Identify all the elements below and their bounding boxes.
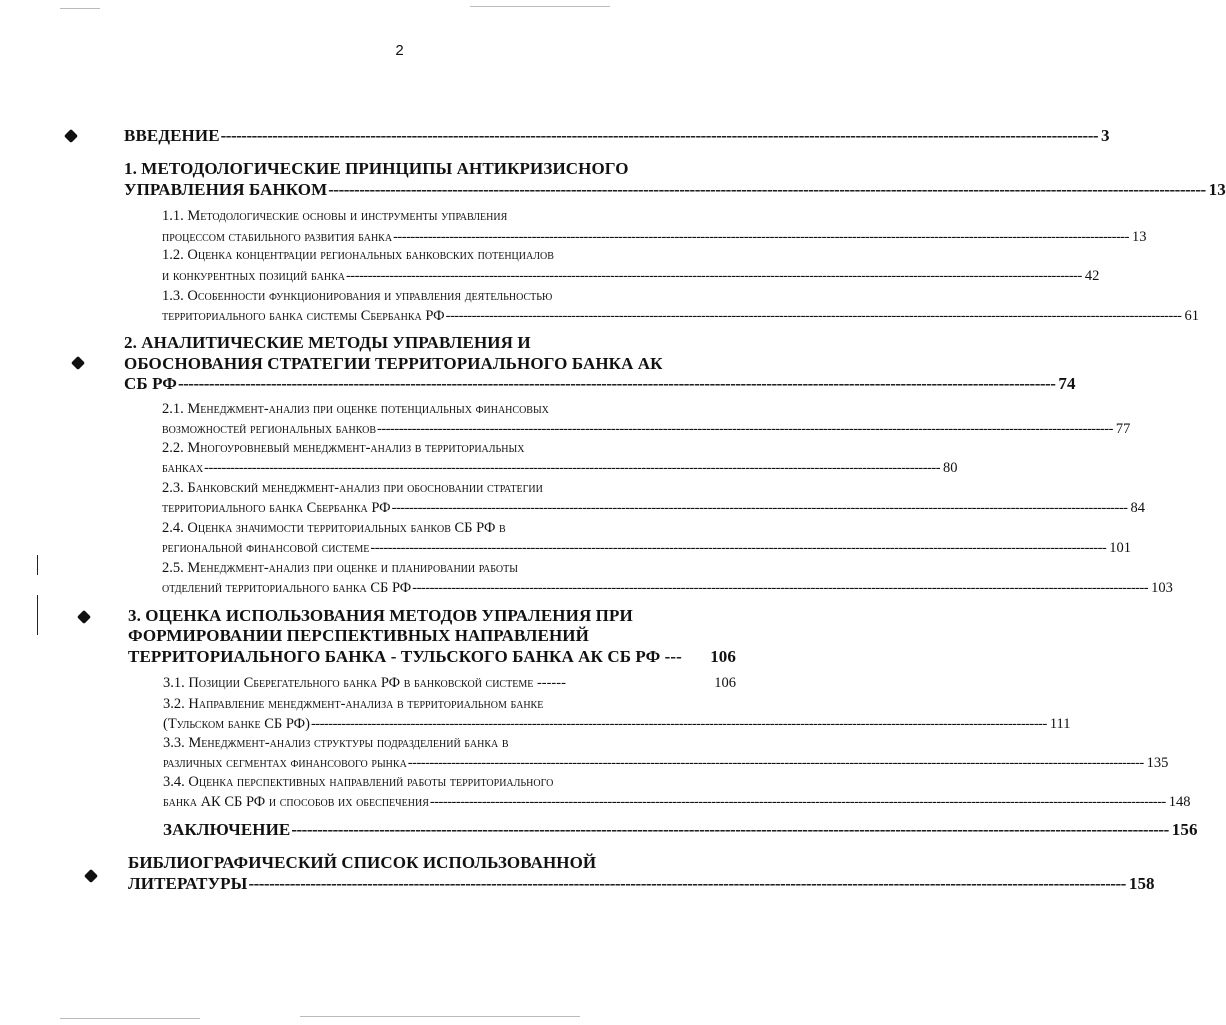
page-ref: 80 bbox=[943, 460, 958, 476]
leader-dashes: -------------------------------------------------------------------------------------------------------------------------------------------------------------------------- bbox=[328, 180, 1206, 199]
page-ref: 3 bbox=[1101, 126, 1110, 145]
section-1-1-end[interactable] bbox=[162, 229, 1147, 246]
entry-title: 3.1. Позиции Сберегательного банка РФ в банковской системе ------ bbox=[163, 675, 566, 691]
entry-title: возможностей региональных банков bbox=[162, 421, 377, 437]
chapter-2-title-end[interactable] bbox=[124, 374, 1076, 394]
section-2-3-end[interactable] bbox=[162, 500, 1145, 517]
page-ref: 158 bbox=[1128, 874, 1155, 893]
page-ref: 111 bbox=[1049, 716, 1071, 732]
entry-title: ВВЕДЕНИЕ bbox=[124, 126, 220, 145]
section-1-1[interactable]: 1.1. Методологические основы и инструменты управления bbox=[162, 208, 508, 224]
section-2-4[interactable]: 2.4. Оценка значимости территориальных банков СБ РФ в bbox=[162, 520, 506, 536]
section-3-4[interactable]: 3.4. Оценка перспективных направлений работы территориального bbox=[163, 774, 554, 790]
section-1-2-end[interactable] bbox=[162, 268, 1100, 285]
binder-hole-mark bbox=[77, 610, 91, 624]
leader-dashes: -------------------------------------------------------------------------------------------------------------------------------------------------------------------------- bbox=[393, 229, 1129, 245]
leader-dashes: -------------------------------------------------------------------------------------------------------------------------------------------------------------------------- bbox=[407, 755, 1144, 771]
bibliography-title[interactable]: БИБЛИОГРАФИЧЕСКИЙ СПИСОК ИСПОЛЬЗОВАННОЙ bbox=[128, 853, 597, 872]
scan-edge-bottom bbox=[60, 1018, 200, 1019]
page-ref: 61 bbox=[1184, 308, 1199, 324]
entry-title: ТЕРРИТОРИАЛЬНОГО БАНКА - ТУЛЬСКОГО БАНКА АК СБ РФ --- bbox=[128, 647, 682, 666]
page-number: 2 bbox=[395, 42, 404, 59]
leader-dashes: -------------------------------------------------------------------------------------------------------------------------------------------------------------------------- bbox=[391, 500, 1128, 516]
section-3-3[interactable]: 3.3. Менеджмент-анализ структуры подразделений банка в bbox=[163, 735, 509, 751]
scan-margin-line-lower bbox=[37, 595, 38, 635]
leader-dashes: -------------------------------------------------------------------------------------------------------------------------------------------------------------------------- bbox=[412, 580, 1149, 596]
entry-title: ЗАКЛЮЧЕНИЕ bbox=[163, 820, 291, 839]
toc-entry-introduction[interactable] bbox=[124, 126, 1110, 146]
entry-title: территориального банка системы Сбербанка РФ bbox=[162, 308, 445, 324]
section-1-3[interactable]: 1.3. Особенности функционирования и управления деятельностью bbox=[162, 288, 553, 304]
section-2-4-end[interactable] bbox=[162, 540, 1131, 557]
page-ref: 103 bbox=[1151, 580, 1173, 596]
section-2-3[interactable]: 2.3. Банковский менеджмент-анализ при обосновании стратегии bbox=[162, 480, 543, 496]
binder-hole-mark bbox=[71, 356, 85, 370]
chapter-3-title-line2[interactable]: ФОРМИРОВАНИИ ПЕРСПЕКТИВНЫХ НАПРАВЛЕНИЙ bbox=[128, 626, 589, 645]
scan-edge-top bbox=[60, 8, 100, 9]
entry-title: УПРАВЛЕНИЯ БАНКОМ bbox=[124, 180, 328, 199]
entry-title: территориального банка Сбербанка РФ bbox=[162, 500, 391, 516]
section-1-3-end[interactable] bbox=[162, 308, 1199, 325]
scan-margin-line bbox=[37, 555, 38, 575]
entry-title: отделений территориального банка СБ РФ bbox=[162, 580, 412, 596]
page-ref: 156 bbox=[1171, 820, 1198, 839]
entry-title: банках bbox=[162, 460, 204, 476]
page-ref: 42 bbox=[1084, 268, 1100, 284]
bibliography-title-end[interactable] bbox=[128, 874, 1155, 894]
toc-entry-conclusion[interactable] bbox=[163, 820, 1198, 840]
leader-dashes: -------------------------------------------------------------------------------------------------------------------------------------------------------------------------- bbox=[291, 820, 1169, 839]
section-3-1[interactable] bbox=[163, 675, 736, 692]
leader-dashes: -------------------------------------------------------------------------------------------------------------------------------------------------------------------------- bbox=[429, 794, 1166, 810]
entry-title: СБ РФ bbox=[124, 374, 177, 393]
entry-title: процессом стабильного развития банка bbox=[162, 229, 393, 245]
chapter-2-title[interactable]: 2. АНАЛИТИЧЕСКИЕ МЕТОДЫ УПРАВЛЕНИЯ И bbox=[124, 333, 531, 352]
section-1-2[interactable]: 1.2. Оценка концентрации региональных банковских потенциалов bbox=[162, 247, 554, 263]
page-ref: 106 bbox=[714, 675, 736, 691]
entry-title: ЛИТЕРАТУРЫ bbox=[128, 874, 248, 893]
leader-dashes: -------------------------------------------------------------------------------------------------------------------------------------------------------------------------- bbox=[310, 716, 1047, 732]
page-ref: 135 bbox=[1146, 755, 1169, 771]
chapter-3-title-end[interactable] bbox=[128, 647, 736, 667]
entry-title: различных сегментах финансового рынка bbox=[163, 755, 407, 771]
leader-dashes: -------------------------------------------------------------------------------------------------------------------------------------------------------------------------- bbox=[377, 421, 1113, 437]
chapter-2-title-line2[interactable]: ОБОСНОВАНИЯ СТРАТЕГИИ ТЕРРИТОРИАЛЬНОГО БАНКА АК bbox=[124, 354, 663, 373]
leader-dashes: -------------------------------------------------------------------------------------------------------------------------------------------------------------------------- bbox=[204, 460, 941, 476]
binder-hole-mark bbox=[84, 869, 98, 883]
chapter-3-title[interactable]: 3. ОЦЕНКА ИСПОЛЬЗОВАНИЯ МЕТОДОВ УПРАЛЕНИЯ ПРИ bbox=[128, 606, 633, 625]
entry-title: и конкурентных позиций банка bbox=[162, 268, 345, 284]
page-ref: 148 bbox=[1168, 794, 1191, 810]
section-2-1-end[interactable] bbox=[162, 421, 1131, 438]
page-ref: 101 bbox=[1109, 540, 1131, 556]
chapter-1-title-end[interactable] bbox=[124, 180, 1226, 200]
leader-dashes: -------------------------------------------------------------------------------------------------------------------------------------------------------------------------- bbox=[220, 126, 1099, 145]
leader-dashes: -------------------------------------------------------------------------------------------------------------------------------------------------------------------------- bbox=[445, 308, 1182, 324]
section-3-3-end[interactable] bbox=[163, 755, 1169, 772]
chapter-1-title[interactable]: 1. МЕТОДОЛОГИЧЕСКИЕ ПРИНЦИПЫ АНТИКРИЗИСНОГО bbox=[124, 159, 629, 178]
scan-edge-top-right bbox=[470, 6, 610, 7]
entry-title: банка АК СБ РФ и способов их обеспечения bbox=[163, 794, 429, 810]
page-ref: 106 bbox=[710, 647, 736, 666]
section-3-2-end[interactable] bbox=[163, 716, 1071, 733]
page-ref: 77 bbox=[1115, 421, 1131, 437]
leader-dashes: -------------------------------------------------------------------------------------------------------------------------------------------------------------------------- bbox=[345, 268, 1082, 284]
page-ref: 13 bbox=[1208, 180, 1226, 199]
leader-dashes: -------------------------------------------------------------------------------------------------------------------------------------------------------------------------- bbox=[370, 540, 1107, 556]
section-2-5-end[interactable] bbox=[162, 580, 1173, 597]
entry-title: (Тульском банке СБ РФ) bbox=[163, 716, 310, 732]
leader-dashes: -------------------------------------------------------------------------------------------------------------------------------------------------------------------------- bbox=[248, 874, 1126, 893]
section-2-2-end[interactable] bbox=[162, 460, 958, 477]
section-2-2[interactable]: 2.2. Многоуровневый менеджмент-анализ в территориальных bbox=[162, 440, 525, 456]
entry-title: региональной финансовой системе bbox=[162, 540, 370, 556]
binder-hole-mark bbox=[64, 129, 78, 143]
page-ref: 84 bbox=[1130, 500, 1145, 516]
page-ref: 13 bbox=[1131, 229, 1147, 245]
section-3-2[interactable]: 3.2. Направление менеджмент-анализа в территориальном банке bbox=[163, 696, 544, 712]
leader-dashes: -------------------------------------------------------------------------------------------------------------------------------------------------------------------------- bbox=[177, 374, 1056, 393]
section-3-4-end[interactable] bbox=[163, 794, 1191, 811]
scan-edge-bottom-right bbox=[300, 1016, 580, 1017]
section-2-5[interactable]: 2.5. Менеджмент-анализ при оценке и планировании работы bbox=[162, 560, 518, 576]
section-2-1[interactable]: 2.1. Менеджмент-анализ при оценке потенциальных финансовых bbox=[162, 401, 549, 417]
page-ref: 74 bbox=[1058, 374, 1076, 393]
